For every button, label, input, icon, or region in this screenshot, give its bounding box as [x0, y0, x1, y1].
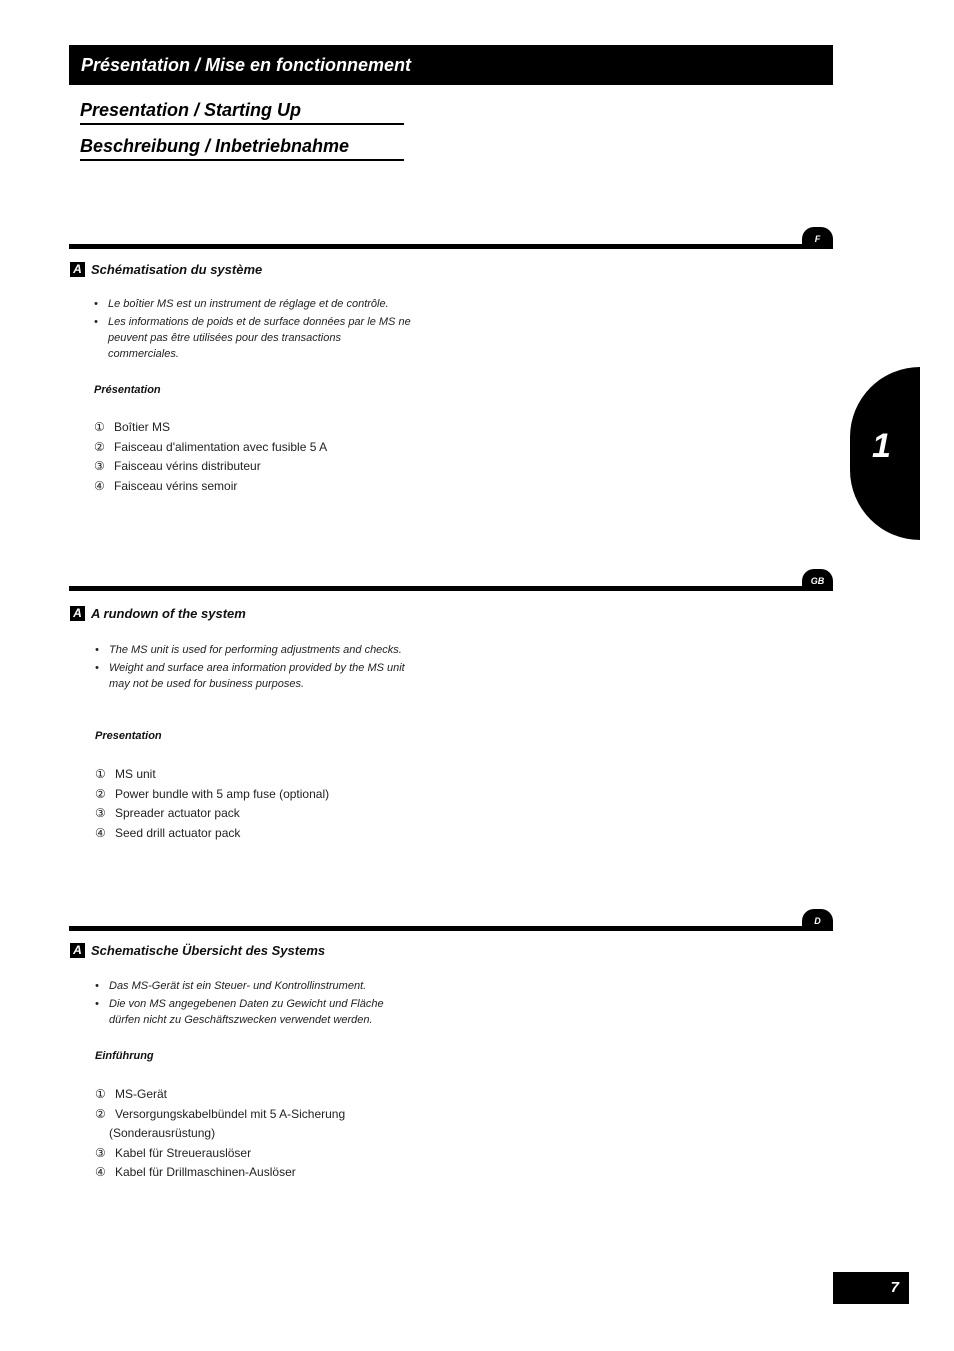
chapter-number: 1 [872, 427, 891, 465]
component-list-german [95, 1085, 415, 1183]
component-list-french [94, 418, 414, 496]
section-divider-french [69, 244, 833, 249]
section-divider-german [69, 926, 833, 931]
subtitle-german: Beschreibung / Inbetriebnahme [80, 136, 404, 161]
list-item: ④ Seed drill actuator pack [95, 825, 241, 840]
bullet-item: • Die von MS angegebenen Daten zu Gewicht und Fläche dürfen nicht zu Geschäftszwecken verwendet werden. [95, 998, 384, 1026]
subheading-german: Einführung [95, 1050, 154, 1062]
subtitle-english: Presentation / Starting Up [80, 100, 404, 125]
list-item: ③ Kabel für Streuerauslöser [95, 1145, 252, 1160]
list-item: ④ Faisceau vérins semoir [94, 478, 238, 493]
section-heading-english [70, 605, 246, 621]
section-title: A rundown of the system [91, 606, 246, 622]
figure-marker: A [70, 606, 85, 621]
section-title: Schematische Übersicht des Systems [91, 943, 326, 959]
page-number: 7 [833, 1272, 909, 1304]
list-item: ③ Faisceau vérins distributeur [94, 459, 261, 473]
list-item: ② Power bundle with 5 amp fuse (optional) [95, 786, 330, 801]
language-tab-english: GB [802, 569, 833, 591]
section-title: Schématisation du système [91, 262, 263, 278]
language-tab-french: F [802, 227, 833, 249]
section-heading-german [70, 942, 325, 958]
chapter-tab [850, 367, 920, 540]
bullet-item: • Les informations de poids et de surface données par le MS ne peuvent pas être utilisées pour des transactions commerciales. [94, 316, 411, 360]
section-heading-french [70, 261, 262, 277]
list-item: ② Versorgungskabelbündel mit 5 A-Sicherung (Sonderausrüstung) [95, 1106, 346, 1140]
bullet-item: • Le boîtier MS est un instrument de réglage et de contrôle. [94, 298, 389, 310]
list-item: ① MS-Gerät [95, 1087, 168, 1101]
bullet-list-german [95, 978, 415, 1030]
bullet-item: • The MS unit is used for performing adjustments and checks. [95, 644, 402, 656]
list-item: ③ Spreader actuator pack [95, 806, 240, 820]
language-tab-german: D [802, 909, 833, 931]
figure-marker: A [70, 262, 85, 277]
list-item: ② Faisceau d'alimentation avec fusible 5 A [94, 439, 328, 454]
component-list-english [95, 765, 415, 843]
subheading-english: Presentation [95, 730, 162, 742]
figure-marker: A [70, 943, 85, 958]
bullet-item: • Weight and surface area information provided by the MS unit may not be used for business purposes. [95, 662, 405, 690]
page-title: Présentation / Mise en fonctionnement [69, 45, 833, 85]
list-item: ① MS unit [95, 767, 156, 781]
list-item: ④ Kabel für Drillmaschinen-Auslöser [95, 1165, 296, 1179]
subheading-french: Présentation [94, 384, 161, 396]
section-divider-english [69, 586, 833, 591]
list-item: ① Boîtier MS [94, 420, 171, 434]
bullet-item: • Das MS-Gerät ist ein Steuer- und Kontrollinstrument. [95, 980, 367, 992]
bullet-list-english [95, 642, 415, 694]
bullet-list-french [94, 296, 414, 364]
